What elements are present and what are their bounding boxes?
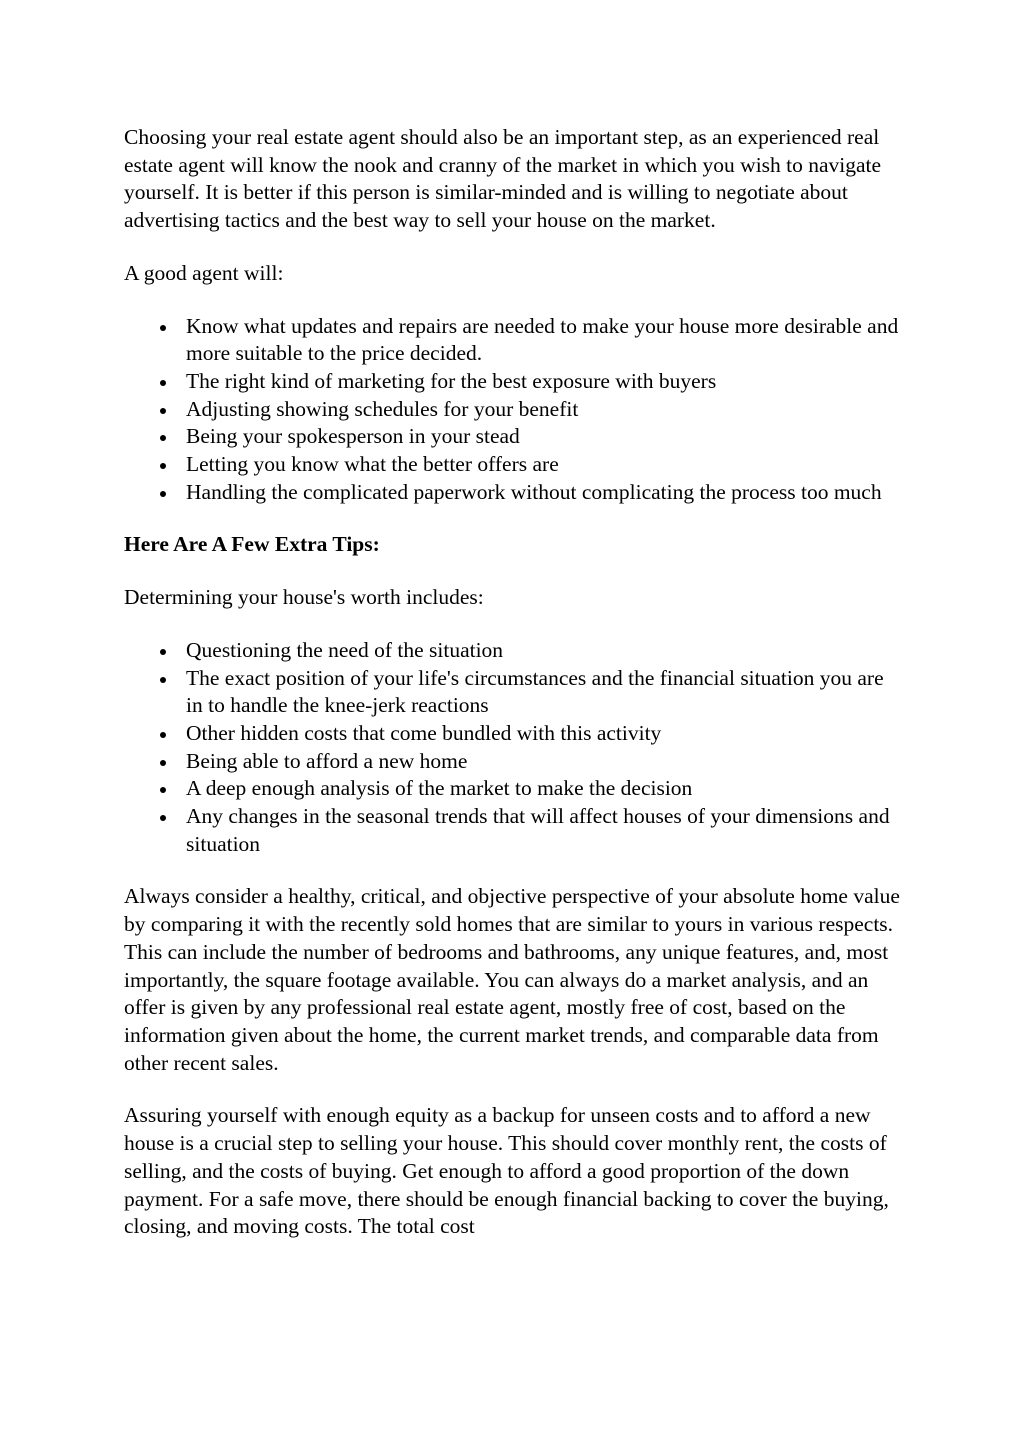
bullet-icon [160, 463, 166, 469]
bullet-icon [160, 760, 166, 766]
list-item [186, 637, 904, 665]
list-item-text: Any changes in the seasonal trends that will affect houses of your dimensions and situation [186, 804, 890, 856]
list-item-text: Adjusting showing schedules for your benefit [186, 396, 579, 421]
list-item [186, 803, 904, 858]
list-item [186, 451, 904, 479]
list-item-text: Letting you know what the better offers are [186, 452, 559, 477]
section-heading: Here Are A Few Extra Tips: [124, 532, 380, 557]
bullet-icon [160, 649, 166, 655]
list-item [186, 775, 904, 803]
bullet-icon [160, 787, 166, 793]
list-item-text: Handling the complicated paperwork without complicating the process too much [186, 479, 882, 504]
list-item-text: Being your spokesperson in your stead [186, 424, 520, 449]
document-page [124, 124, 904, 1266]
intro-paragraph: Choosing your real estate agent should also be an important step, as an experienced real estate agent will know the nook and cranny of the market in which you wish to navigate yourself. It is better if this person is similar-minded and is willing to negotiate about advertising tactics and the best way to sell your house on the market. [124, 125, 882, 233]
agent-list [124, 313, 904, 507]
list-item [186, 748, 904, 776]
list-item-text: Know what updates and repairs are needed to make your house more desirable and more suitable to the price decided. [186, 313, 899, 366]
list-item [186, 368, 904, 396]
worth-list [124, 637, 904, 859]
bullet-icon [160, 732, 166, 738]
list-item-text: A deep enough analysis of the market to make the decision [186, 776, 693, 801]
worth-lead: Determining your house's worth includes: [124, 585, 484, 610]
list-item-text: The right kind of marketing for the best exposure with buyers [186, 368, 717, 393]
equity-paragraph: Assuring yourself with enough equity as a backup for unseen costs and to afford a new house is a crucial step to selling your house. This should cover monthly rent, the costs of selling, and the costs of buying. Get enough to afford a good proportion of the down payment. For a safe move, there should be enough financial backing to cover the buying, closing, and moving costs. The total cost [124, 1103, 889, 1239]
bullet-icon [160, 815, 166, 821]
list-item [186, 423, 904, 451]
bullet-icon [160, 408, 166, 414]
perspective-paragraph: Always consider a healthy, critical, and objective perspective of your absolute home value by comparing it with the recently sold homes that are similar to yours in various respects. This can include the number of bedrooms and bathrooms, any unique features, and, most importantly, the square footage available. You can always do a market analysis, and an offer is given by any professional real estate agent, mostly free of cost, based on the information given about the home, the current market trends, and comparable data from other recent sales. [124, 884, 900, 1075]
list-item-text: Other hidden costs that come bundled with this activity [186, 720, 662, 745]
bullet-icon [160, 435, 166, 441]
bullet-icon [160, 380, 166, 386]
bullet-icon [160, 325, 166, 331]
bullet-icon [160, 677, 166, 683]
list-item-text: Being able to afford a new home [186, 748, 468, 773]
list-item [186, 313, 904, 368]
list-item [186, 720, 904, 748]
list-item-text: The exact position of your life's circumstances and the financial situation you are in to handle the knee-jerk reactions [186, 665, 884, 718]
list-item [186, 479, 904, 507]
list-item [186, 665, 904, 720]
list-item-text: Questioning the need of the situation [186, 637, 504, 662]
list-item [186, 396, 904, 424]
good-agent-lead: A good agent will: [124, 260, 284, 285]
bullet-icon [160, 491, 166, 497]
